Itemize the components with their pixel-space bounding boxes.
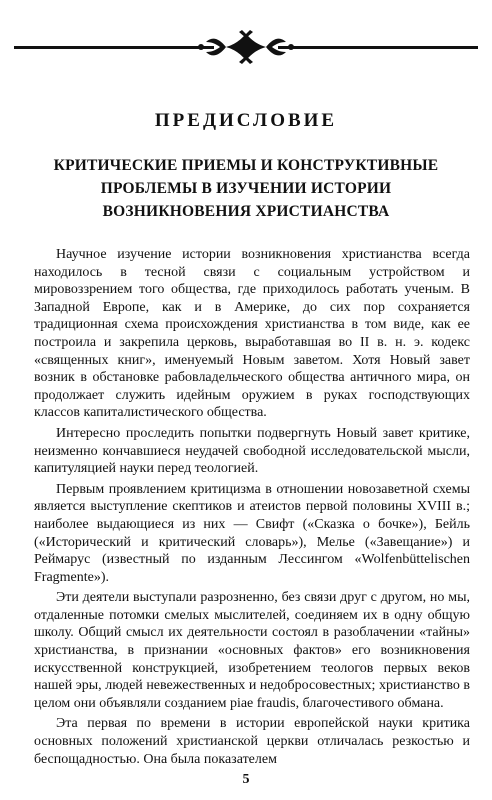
paragraph: Эта первая по времени в истории европейской науки критика основных положений христианской церкви отличалась резкостью и беспощадностью. Она была показателем [34, 716, 470, 767]
page-title: ПРЕДИСЛОВИЕ [154, 110, 338, 131]
paragraph: Научное изучение истории возникновения христианства всегда находилось в тесной связи с социальным устройством и мировоззрением того общества, где приходилось работать ученым. В Западной Европе, как и в Америке, до сих пор сохраняется традиционная схема происхождения христианства в том виде, как ее построила и закрепила церковь, выработавшая во II в. н. э. кодекс «священных книг», именуемый Новым заветом. Хотя Новый завет возник в обстановке рабовладельческого общества античного мира, он продолжает служить идейным оружием в руках господствующих классов капиталистического общества. [34, 247, 470, 421]
decorative-header-ornament [14, 28, 478, 68]
page-number: 5 [242, 772, 250, 787]
paragraph: Эти деятели выступали разрозненно, без связи друг с другом, но мы, отдаленные потомки смелых мыслителей, соединяем их в одну общую школу. Общий смысл их деятельности состоял в разоблачении «тайны» христианства, в признании «основных фактов» его возникновения искусственной конструкцией, изобретением теологов первых веков нашей эры, людей невежественных и недобросовестных; христианство в целом они объявляли созданием piae fraudis, благочестивого обмана. [34, 590, 470, 711]
chapter-subtitle: КРИТИЧЕСКИЕ ПРИЕМЫ И КОНСТРУКТИВНЫЕ ПРОБЛЕМЫ В ИЗУЧЕНИИ ИСТОРИИ ВОЗНИКНОВЕНИЯ ХРИСТИАНСТВА [53, 157, 439, 220]
main-text [34, 246, 470, 771]
paragraph: Первым проявлением критицизма в отношении новозаветной схемы является выступление скептиков и атеистов первой половины XVIII в.; наиболее выдающиеся из них — Свифт («Сказка о бочке»), Бейль («Исторический и критический словарь»), Мелье («Завещание») и Реймарус (известный по изданным Лессингом «Wolfenbüttelischen Fragmente»). [34, 481, 470, 585]
paragraph: Интересно проследить попытки подвергнуть Новый завет критике, неизменно кончавшиеся неудачей свободной исследовательской мысли, капитуляцией науки перед теологией. [34, 425, 470, 477]
